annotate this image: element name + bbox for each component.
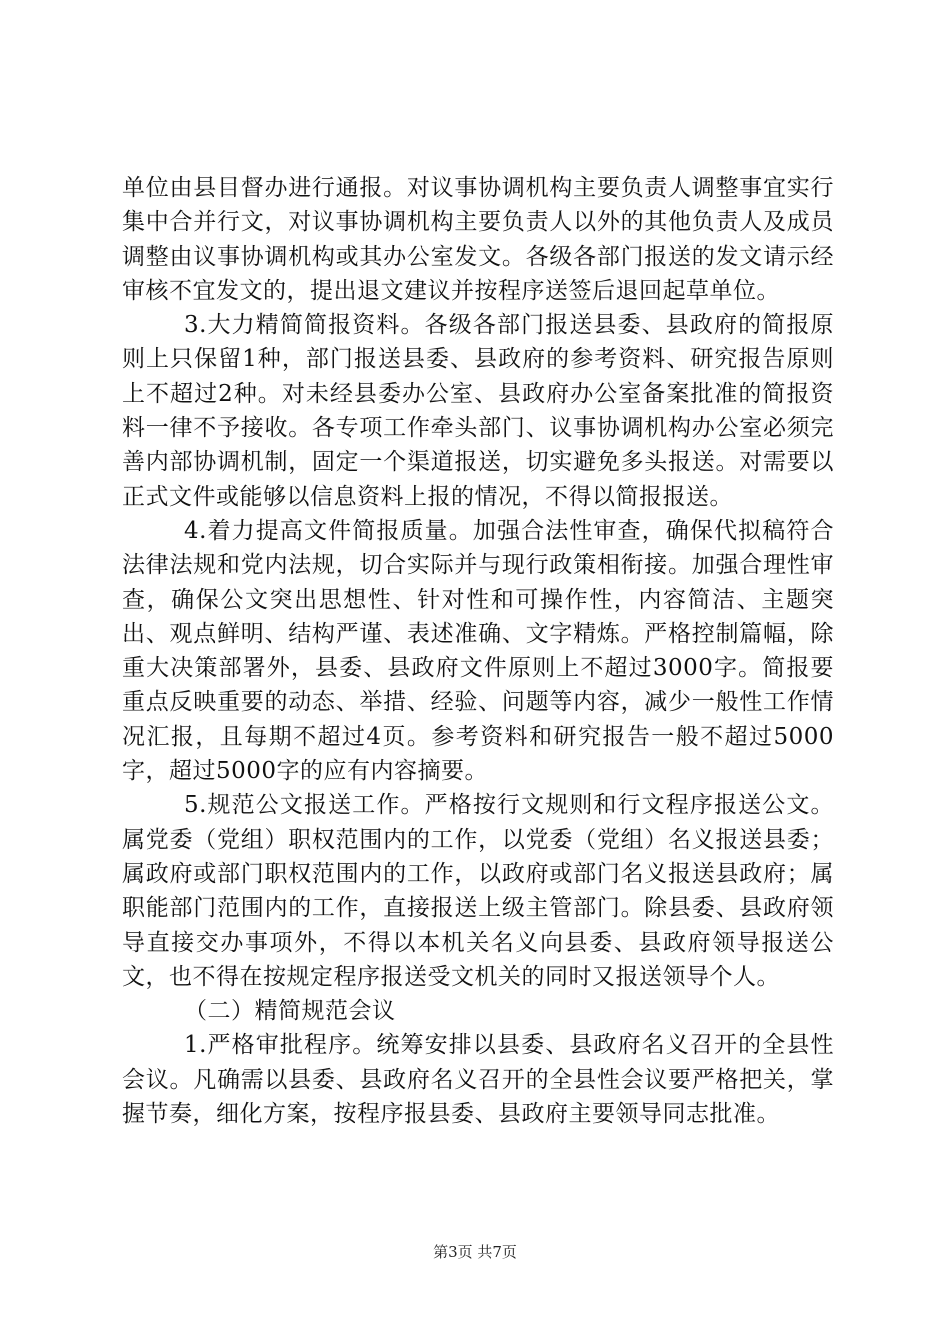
- paragraph-item-1: 1.严格审批程序。统筹安排以县委、县政府名义召开的全县性会议。凡确需以县委、县政府名义召开的全县性会议要严格把关，掌握节奏，细化方案，按程序报县委、县政府主要领导同志批准。: [122, 1032, 834, 1128]
- paragraph-continuation: 单位由县目督办进行通报。对议事协调机构主要负责人调整事宜实行集中合并行文，对议事协调机构主要负责人以外的其他负责人及成员调整由议事协调机构或其办公室发文。各级各部门报送的发文请示经审核不宜发文的，提出退文建议并按程序送签后退回起草单位。: [122, 175, 834, 304]
- page-number-footer: 第3页 共7页: [433, 1243, 517, 1261]
- paragraph-item-5: 5.规范公文报送工作。严格按行文规则和行文程序报送公文。属党委（党组）职权范围内的工作，以党委（党组）名义报送县委；属政府或部门职权范围内的工作，以政府或部门名义报送县政府；属职能部门范围内的工作，直接报送上级主管部门。除县委、县政府领导直接交办事项外，不得以本机关名义向县委、县政府领导报送公文，也不得在按规定程序报送受文机关的同时又报送领导个人。: [122, 792, 834, 990]
- paragraph-item-3: 3.大力精简简报资料。各级各部门报送县委、县政府的简报原则上只保留1种，部门报送县委、县政府的参考资料、研究报告原则上不超过2种。对未经县委办公室、县政府办公室备案批准的简报资料一律不予接收。各专项工作牵头部门、议事协调机构办公室必须完善内部协调机制，固定一个渠道报送，切实避免多头报送。对需要以正式文件或能够以信息资料上报的情况，不得以简报报送。: [122, 312, 834, 510]
- document-body: [122, 171, 834, 1131]
- section-heading: （二）精简规范会议: [184, 998, 396, 1025]
- paragraph-item-4: 4.着力提高文件简报质量。加强合法性审查，确保代拟稿符合法律法规和党内法规，切合实际并与现行政策相衔接。加强合理性审查，确保公文突出思想性、针对性和可操作性，内容简洁、主题突出、观点鲜明、结构严谨、表述准确、文字精炼。严格控制篇幅，除重大决策部署外，县委、县政府文件原则上不超过3000字。简报要重点反映重要的动态、举措、经验、问题等内容，减少一般性工作情况汇报，且每期不超过4页。参考资料和研究报告一般不超过5000字，超过5000字的应有内容摘要。: [122, 517, 834, 785]
